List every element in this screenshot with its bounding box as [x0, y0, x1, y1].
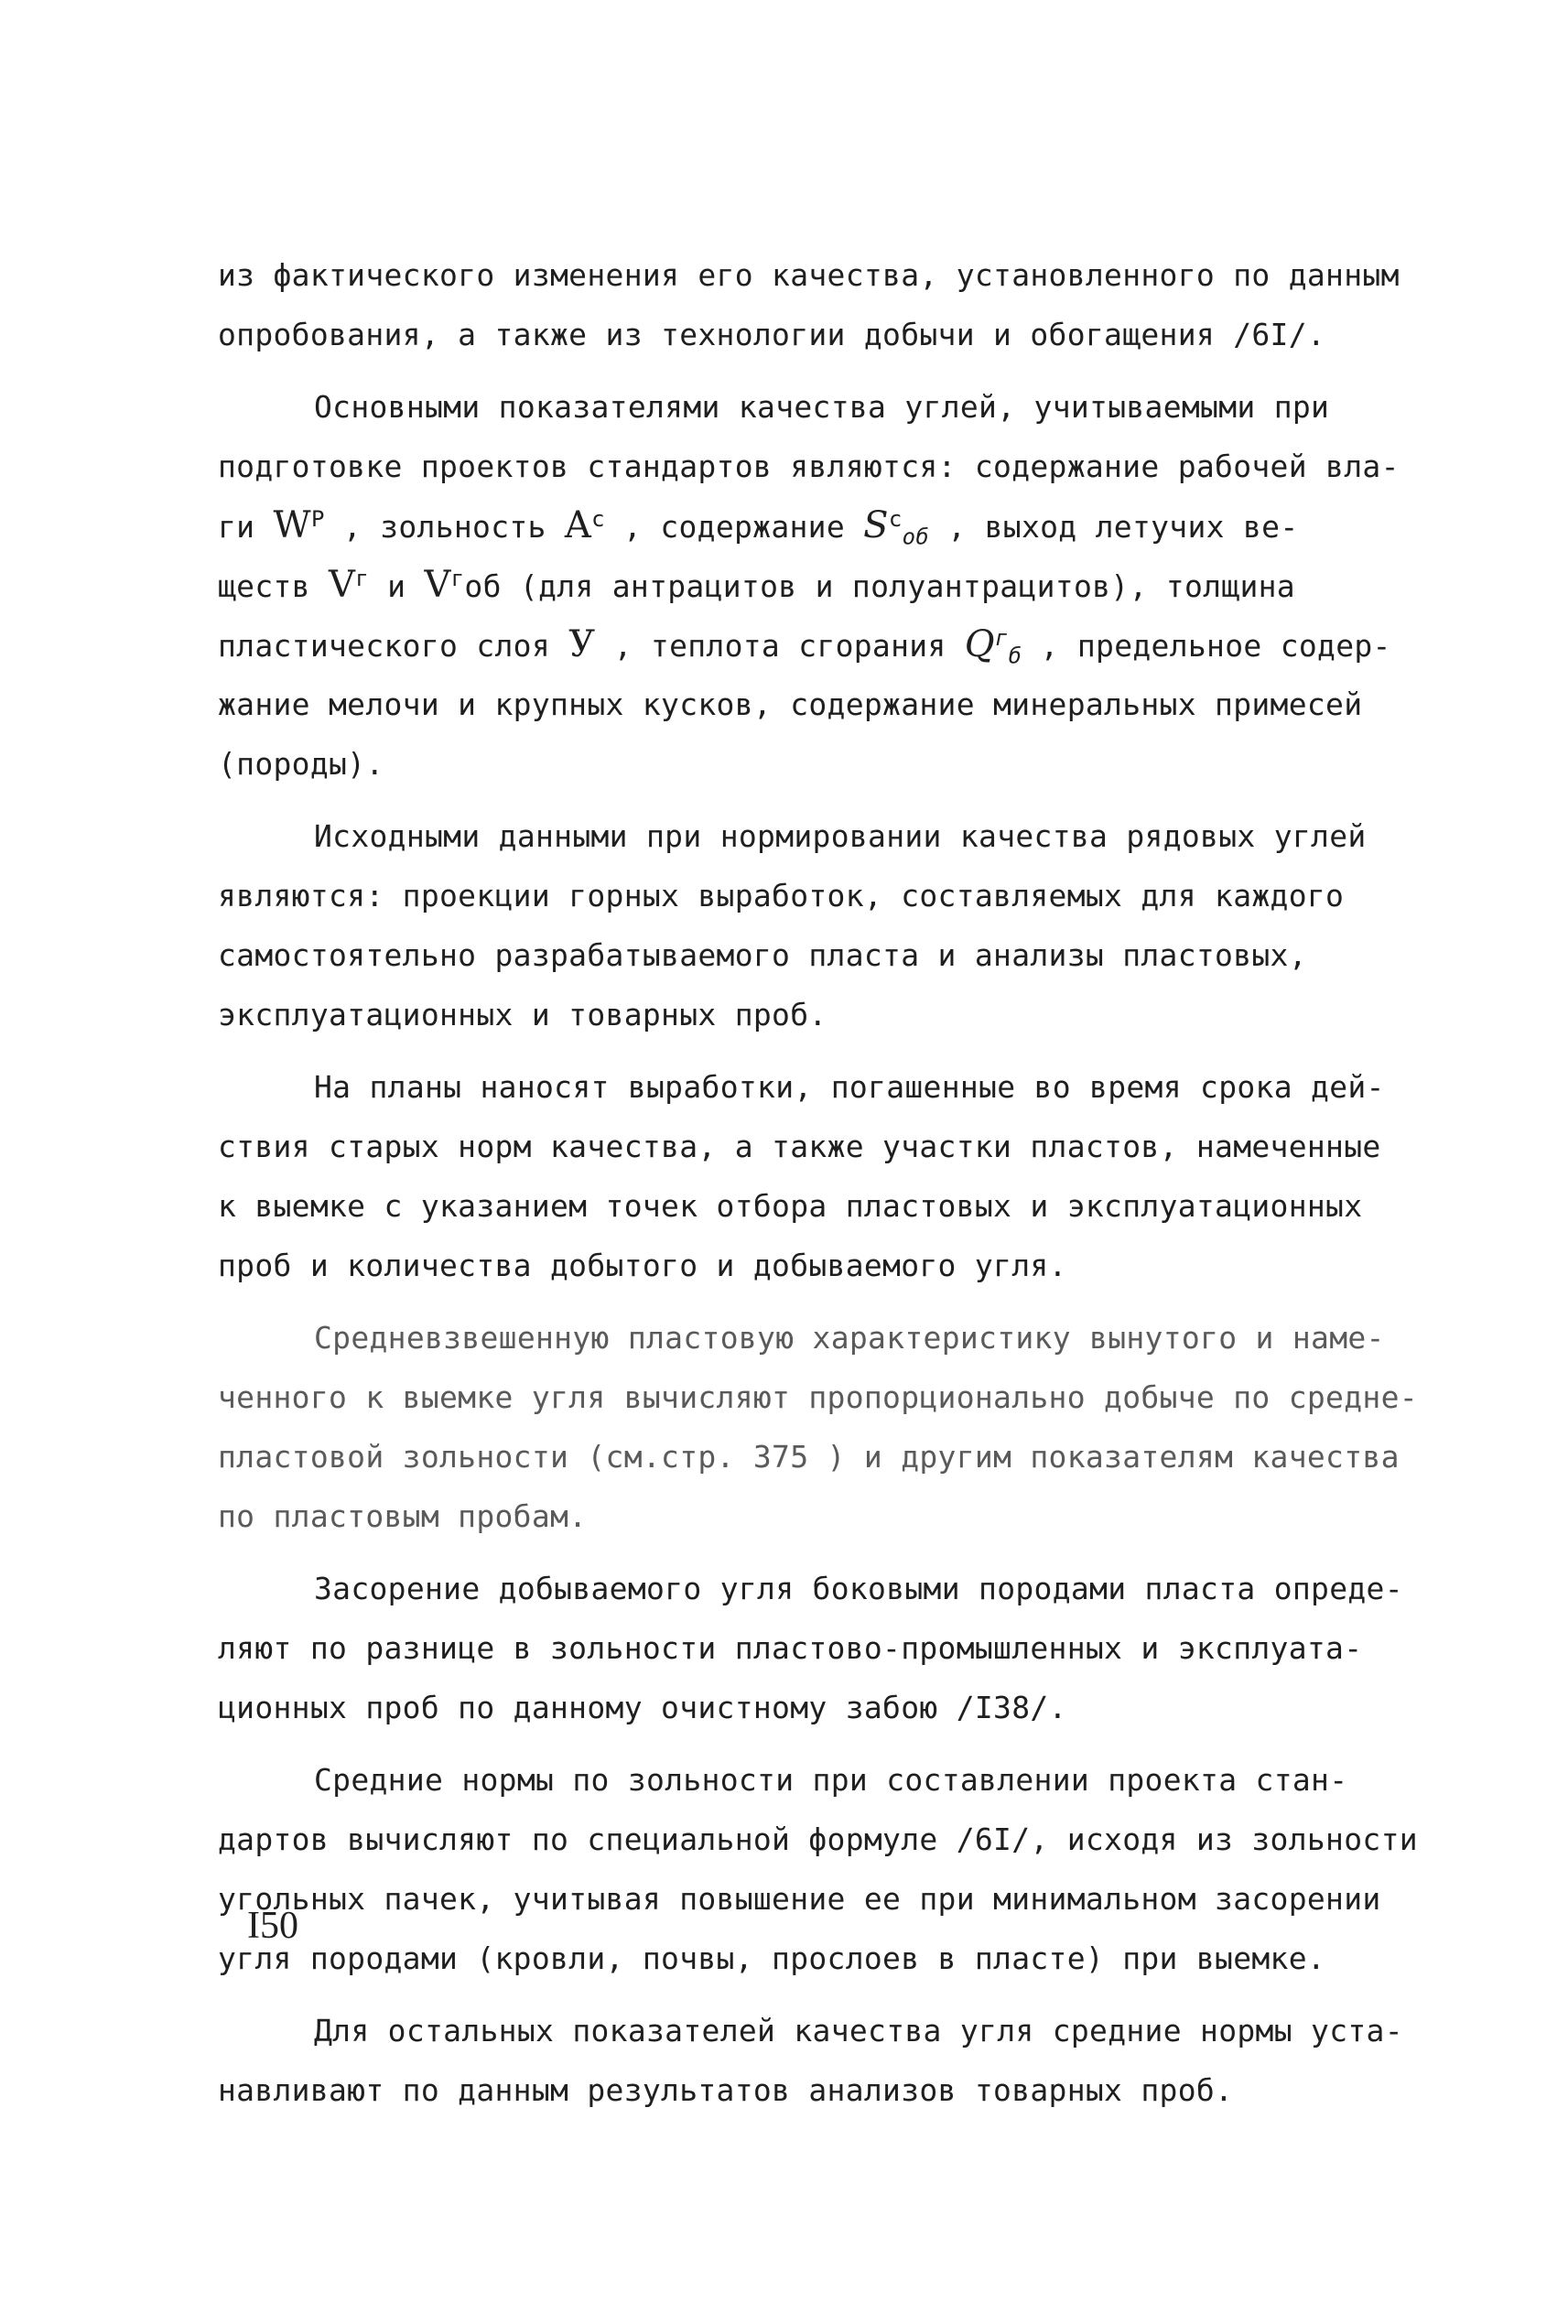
- formula-line: [218, 556, 1399, 615]
- text-line: дартов вычисляют по специальной формуле /6I/, исходя из зольности: [218, 1821, 1418, 1857]
- paragraph-1: [218, 245, 1399, 364]
- heat-symbol: Q: [964, 623, 995, 665]
- paragraph-3: [218, 806, 1399, 1044]
- superscript: c: [888, 506, 903, 532]
- subscript: б: [1008, 643, 1022, 669]
- text-line: Исходными данными при нормировании качества рядовых углей: [314, 818, 1367, 854]
- paragraph-8: [218, 2001, 1403, 2120]
- paragraph-5: [218, 1308, 1418, 1546]
- text-line: Основными показателями качества углей, учитываемыми при: [314, 389, 1330, 425]
- text-line: являются: проекции горных выработок, составляемых для каждого: [218, 878, 1345, 913]
- text-line: по пластовым пробам.: [218, 1498, 588, 1534]
- text-line: Для остальных показателей качества угля средние нормы уста-: [314, 2013, 1403, 2048]
- formula-line: [218, 496, 1399, 556]
- text-fragment: об (для антрацитов и полуантрацитов), толщина: [464, 568, 1295, 604]
- paragraph-7: [218, 1750, 1418, 1988]
- formula-line: [218, 615, 1399, 675]
- text-line: подготовке проектов стандартов являются: содержание рабочей вла-: [218, 449, 1400, 484]
- text-fragment: , содержание: [622, 509, 864, 545]
- text-line: Средние нормы по зольности при составлении проекта стан-: [314, 1762, 1348, 1798]
- text-fragment: , предельное содер-: [1040, 628, 1391, 664]
- text-line: опробования, а также из технологии добычи и обогащения /6I/.: [218, 317, 1326, 352]
- superscript: г: [355, 566, 369, 591]
- subscript: об: [902, 524, 930, 550]
- page-number: I50: [247, 1905, 298, 1947]
- text-line: На планы наносят выработки, погашенные во время срока дей-: [314, 1069, 1385, 1105]
- text-line: пластовой зольности (см.стр. 375 ) и другим показателям качества: [218, 1439, 1400, 1475]
- text-line: навливают по данным результатов анализов товарных проб.: [218, 2072, 1234, 2108]
- text-fragment: , зольность: [342, 509, 565, 545]
- text-line: жание мелочи и крупных кусков, содержание минеральных примесей: [218, 686, 1363, 722]
- text-fragment: ги: [218, 509, 274, 545]
- text-fragment: , выход летучих ве-: [947, 509, 1299, 545]
- text-line: ляют по разнице в зольности пластово-промышленных и эксплуата-: [218, 1630, 1363, 1666]
- ash-symbol: A: [564, 504, 592, 546]
- text-line: Средневзвешенную пластовую характеристику вынутого и наме-: [314, 1320, 1385, 1356]
- superscript: г: [994, 625, 1009, 651]
- moisture-symbol: W: [273, 504, 311, 546]
- text-line: эксплуатационных и товарных проб.: [218, 997, 827, 1032]
- text-line: проб и количества добытого и добываемого угля.: [218, 1248, 1067, 1283]
- text-line: ченного к выемке угля вычисляют пропорционально добыче по средне-: [218, 1379, 1418, 1415]
- text-line: из фактического изменения его качества, установленного по данным: [218, 257, 1400, 293]
- text-line: Засорение добываемого угля боковыми породами пласта опреде-: [314, 1571, 1403, 1606]
- paragraph-6: [218, 1559, 1403, 1737]
- paragraph-4: [218, 1057, 1399, 1295]
- text-line: самостоятельно разрабатываемого пласта и анализы пластовых,: [218, 937, 1307, 973]
- text-line: ционных проб по данному очистному забою /I38/.: [218, 1690, 1067, 1725]
- volatile-symbol: V: [329, 564, 356, 606]
- text-line: (породы).: [218, 746, 384, 782]
- superscript: г: [450, 566, 465, 591]
- body-text: [218, 245, 1418, 2133]
- text-fragment: , теплота сгорания: [613, 628, 965, 664]
- text-line: угля породами (кровли, почвы, прослоев в пласте) при выемке.: [218, 1940, 1326, 1976]
- paragraph-2: [218, 377, 1399, 794]
- text-fragment: и: [387, 568, 425, 604]
- text-fragment: пластического слоя: [218, 628, 569, 664]
- sulfur-symbol: S: [863, 504, 889, 546]
- superscript: P: [310, 506, 325, 532]
- text-line: угольных пачек, учитывая повышение ее при минимальном засорении: [218, 1881, 1381, 1917]
- layer-symbol: У: [568, 623, 596, 665]
- text-fragment: ществ: [218, 568, 330, 604]
- text-line: к выемке с указанием точек отбора пластовых и эксплуатационных: [218, 1188, 1363, 1224]
- volatile-symbol: V: [424, 564, 451, 606]
- text-line: ствия старых норм качества, а также участки пластов, намеченные: [218, 1129, 1381, 1164]
- superscript: c: [591, 506, 605, 532]
